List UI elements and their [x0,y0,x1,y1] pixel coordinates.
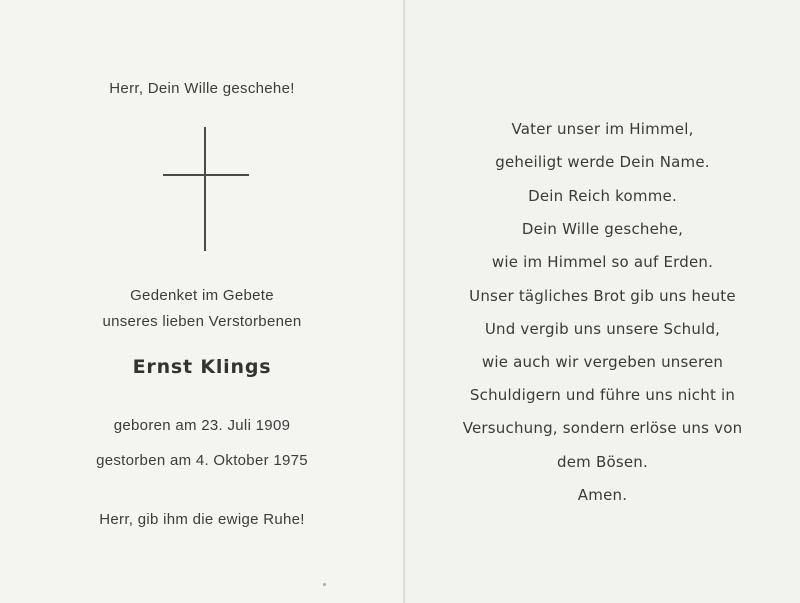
prayer-line: Schuldigern und führe uns nicht in [469,386,736,404]
death-date: gestorben am 4. Oktober 1975 [96,452,308,469]
prayer-line: dem Bösen. [557,453,648,471]
remember-line-2: unseres lieben Verstorbenen [102,313,302,330]
prayer-line: Und vergib uns unsere Schuld, [484,320,721,338]
paper-speck [323,583,326,586]
prayer-line: wie im Himmel so auf Erden. [491,253,714,271]
prayer-line: Unser tägliches Brot gib uns heute [469,287,736,305]
prayer-line: wie auch wir vergeben unseren [481,353,724,371]
prayer-line: Versuchung, sondern erlöse uns von [462,419,743,437]
header-verse: Herr, Dein Wille geschehe! [109,80,295,97]
birth-date: geboren am 23. Juli 1909 [113,417,291,434]
remember-line-1: Gedenket im Gebete [130,287,274,304]
prayer-line: Dein Wille geschehe, [521,220,684,238]
deceased-name: Ernst Klings [132,356,272,378]
prayer-line: Amen. [577,486,628,504]
prayer-line: Dein Reich komme. [528,187,677,205]
prayer-line: Vater unser im Himmel, [511,120,694,138]
cross-horizontal-bar [163,174,249,176]
right-page [405,0,800,603]
closing-verse: Herr, gib ihm die ewige Ruhe! [99,511,305,528]
cross-vertical-bar [204,127,206,251]
prayer-line: geheiligt werde Dein Name. [495,153,710,171]
